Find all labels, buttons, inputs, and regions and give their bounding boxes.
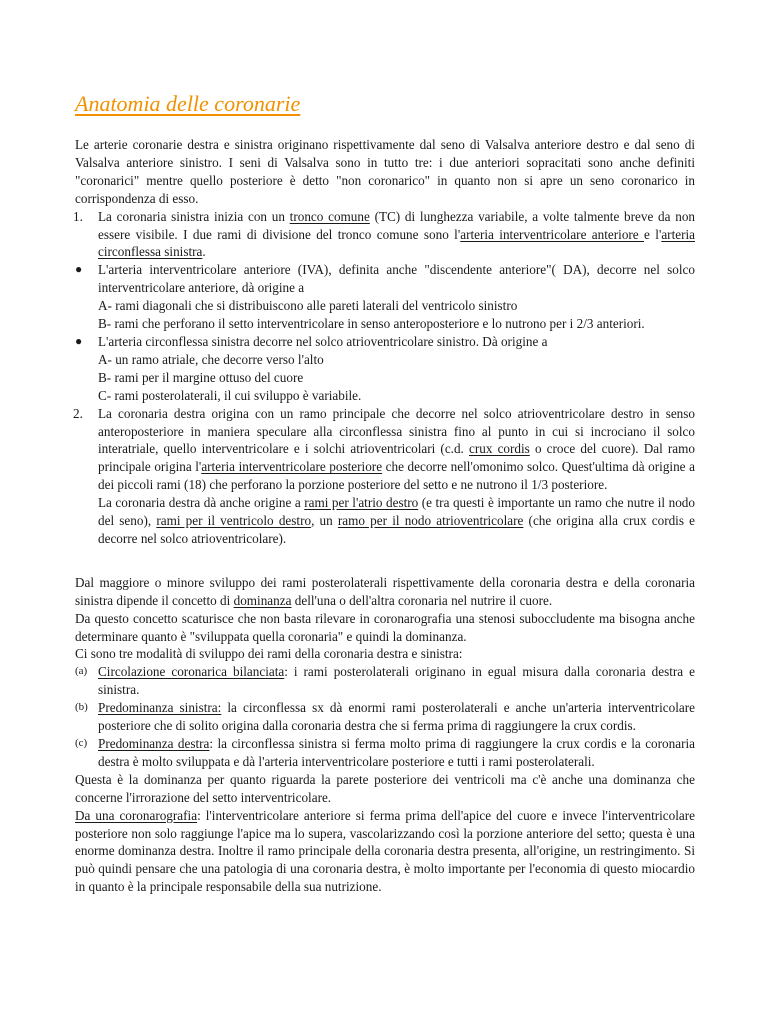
text-run: o croce del cuore). Dal ramo principale origina l' [98, 441, 695, 475]
list-number: 1. [73, 208, 83, 224]
term-arteria-interventricolare-posteriore: arteria interventricolare posteriore [201, 459, 383, 475]
text-run: La coronaria destra origina con un ramo principale che decorre nel solco atrioventricolare destro in senso anteroposteriore in maniera speculare alla circonflessa sinistra fino al punto in cui si incrociano il solco interatriale, quello interventricolare e i solchi atrioventricolari (c.d. [98, 405, 695, 457]
list-letter: (b) [75, 701, 88, 714]
dominance-paragraph-3: Ci sono tre modalità di sviluppo dei rami della coronaria destra e sinistra: [75, 646, 463, 662]
term-predominanza-destra: Predominanza destra [98, 736, 210, 751]
text-run: (che origina alla crux cordis e decorre nel solco atrioventricolare). [98, 513, 696, 546]
text-run: la circonflessa sx dà enormi rami posterolaterali e anche un'arteria interventricolare posteriore che di solito origina dalla coronaria destra che si ferma prima di raggiungere la crux cordis. [98, 700, 695, 734]
bullet-icon: ● [75, 333, 83, 348]
list-number: 2. [73, 405, 83, 421]
text-run: : l'interventricolare anteriore si ferma prima dell'apice del cuore e invece l'interventricolare posteriore non solo raggiunge l'apice ma lo supera, vascolarizzando così la porzione anteriore del setto; questa è una enorme dominanza destra. Inoltre il ramo principale della coronaria destra presenta, all'origine, un restringimento. Si può quindi pensare che una patologia di una coronaria destra, è molto importante per l'economia di questo miocardio in quanto è la principale responsabile della sua nutrizione. [75, 807, 695, 895]
text-run: , un [311, 513, 338, 529]
text-run: : i rami posterolaterali originano in egual misura dalla coronaria destra e sinistra. [98, 664, 695, 698]
text-run: che decorre nell'omonimo solco. Quest'ultima dà origine a dei piccoli rami (18) che perforano la porzione posteriore del setto e ne nutrono il 1/3 posteriore. [98, 459, 695, 493]
term-da-una-coronarografia: Da una coronarografia [75, 807, 198, 823]
text-run: : la circonflessa sinistra si ferma molto prima di raggiungere la crux cordis e la coronaria destra è molto sviluppata e dà l'arteria interventricolare posteriore e tutti i rami posterolaterali. [98, 736, 695, 769]
bullet-item-iva [75, 261, 695, 333]
dominance-paragraph [75, 574, 695, 610]
mode-item-a [75, 663, 695, 699]
term-circolazione-bilanciata: Circolazione coronarica bilanciata [98, 664, 285, 680]
page-title: Anatomia delle coronarie [75, 91, 301, 116]
dominance-paragraph-2: Da questo concetto scaturisce che non basta rilevare in coronarografia una stenosi suboccludente ma bisogna anche determinare quanto è "sviluppata quella coronaria" e quindi la dominanza. [75, 610, 695, 644]
term-rami-ventricolo-destro: rami per il ventricolo destro [156, 513, 312, 529]
bullet-item-circonflessa [75, 333, 695, 405]
bullet-text: L'arteria circonflessa sinistra decorre nel solco atrioventricolare sinistro. Dà origine a [98, 333, 548, 349]
term-crux-cordis: crux cordis [469, 441, 530, 457]
sub-item-b: B- rami per il margine ottuso del cuore [98, 369, 304, 385]
closing-paragraph: Questa è la dominanza per quanto riguarda la parete posteriore dei ventricoli ma c'è anche una dominanza che concerne l'irrorazione del setto interventricolare. [75, 771, 695, 805]
text-run: e l' [644, 226, 662, 242]
sub-item-c: C- rami posterolaterali, il cui sviluppo è variabile. [98, 387, 362, 403]
intro-paragraph: Le arterie coronarie destra e sinistra originano rispettivamente dal seno di Valsalva anteriore destro e dal seno di Valsalva anteriore sinistro. I seni di Valsalva sono in tutto tre: i due anteriori sopracitati sono anche definiti "coronarici" mentre quello posteriore è detto "non coronarico" in quanto non si apre un seno coronarico in corrispondenza di esso. [75, 137, 695, 206]
text-run: Dal maggiore o minore sviluppo dei rami posterolaterali rispettivamente della coronaria destra e della coronaria sinistra dipende il concetto di [75, 574, 695, 608]
text-run: La coronaria sinistra inizia con un [98, 208, 290, 224]
list-item-2 [75, 405, 695, 548]
mode-item-c [75, 735, 695, 771]
term-ramo-nodo-atrioventricolare: ramo per il nodo atrioventricolare [337, 513, 524, 529]
paragraph-gap [75, 548, 695, 574]
bullet-text: L'arteria interventricolare anteriore (IVA), definita anche "discendente anteriore"( DA), decorre nel solco interventricolare anteriore, dà origine a [98, 262, 695, 296]
coronarography-paragraph [75, 807, 695, 897]
term-rami-atrio-destro: rami per l'atrio destro [304, 495, 419, 511]
text-run: (TC) di lunghezza variabile, a volte talmente breve da non essere visibile. I due rami di divisione del tronco comune sono l' [98, 208, 696, 242]
term-arteria-circonflessa-sinistra: arteria circonflessa sinistra [98, 226, 695, 260]
list-letter: (a) [75, 665, 88, 678]
list-letter: (c) [75, 737, 88, 749]
list-item-2-paragraph-2 [98, 494, 695, 548]
text-run: dell'una o dell'altra coronaria nel nutrire il cuore. [291, 592, 553, 608]
list-item-1 [75, 208, 695, 262]
text-run: . [202, 244, 206, 260]
sub-item-b: B- rami che perforano il setto interventricolare in senso anteroposteriore e lo nutrono per i 2/3 anteriori. [98, 316, 645, 332]
sub-item-a: A- un ramo atriale, che decorre verso l'alto [98, 351, 324, 367]
sub-item-a: A- rami diagonali che si distribuiscono alle pareti laterali del ventricolo sinistro [98, 298, 518, 314]
term-predominanza-sinistra: Predominanza sinistra: [98, 700, 222, 716]
document-body [75, 136, 695, 896]
term-arteria-interventricolare-anteriore: arteria interventricolare anteriore [460, 226, 645, 242]
text-run: (e tra questi è importante un ramo che nutre il nodo del seno), [98, 495, 695, 529]
term-dominanza: dominanza [233, 592, 292, 608]
bullet-icon: ● [75, 262, 83, 277]
mode-item-b [75, 699, 695, 735]
text-run: La coronaria destra dà anche origine a [98, 495, 305, 511]
term-tronco-comune: tronco comune [289, 208, 370, 224]
